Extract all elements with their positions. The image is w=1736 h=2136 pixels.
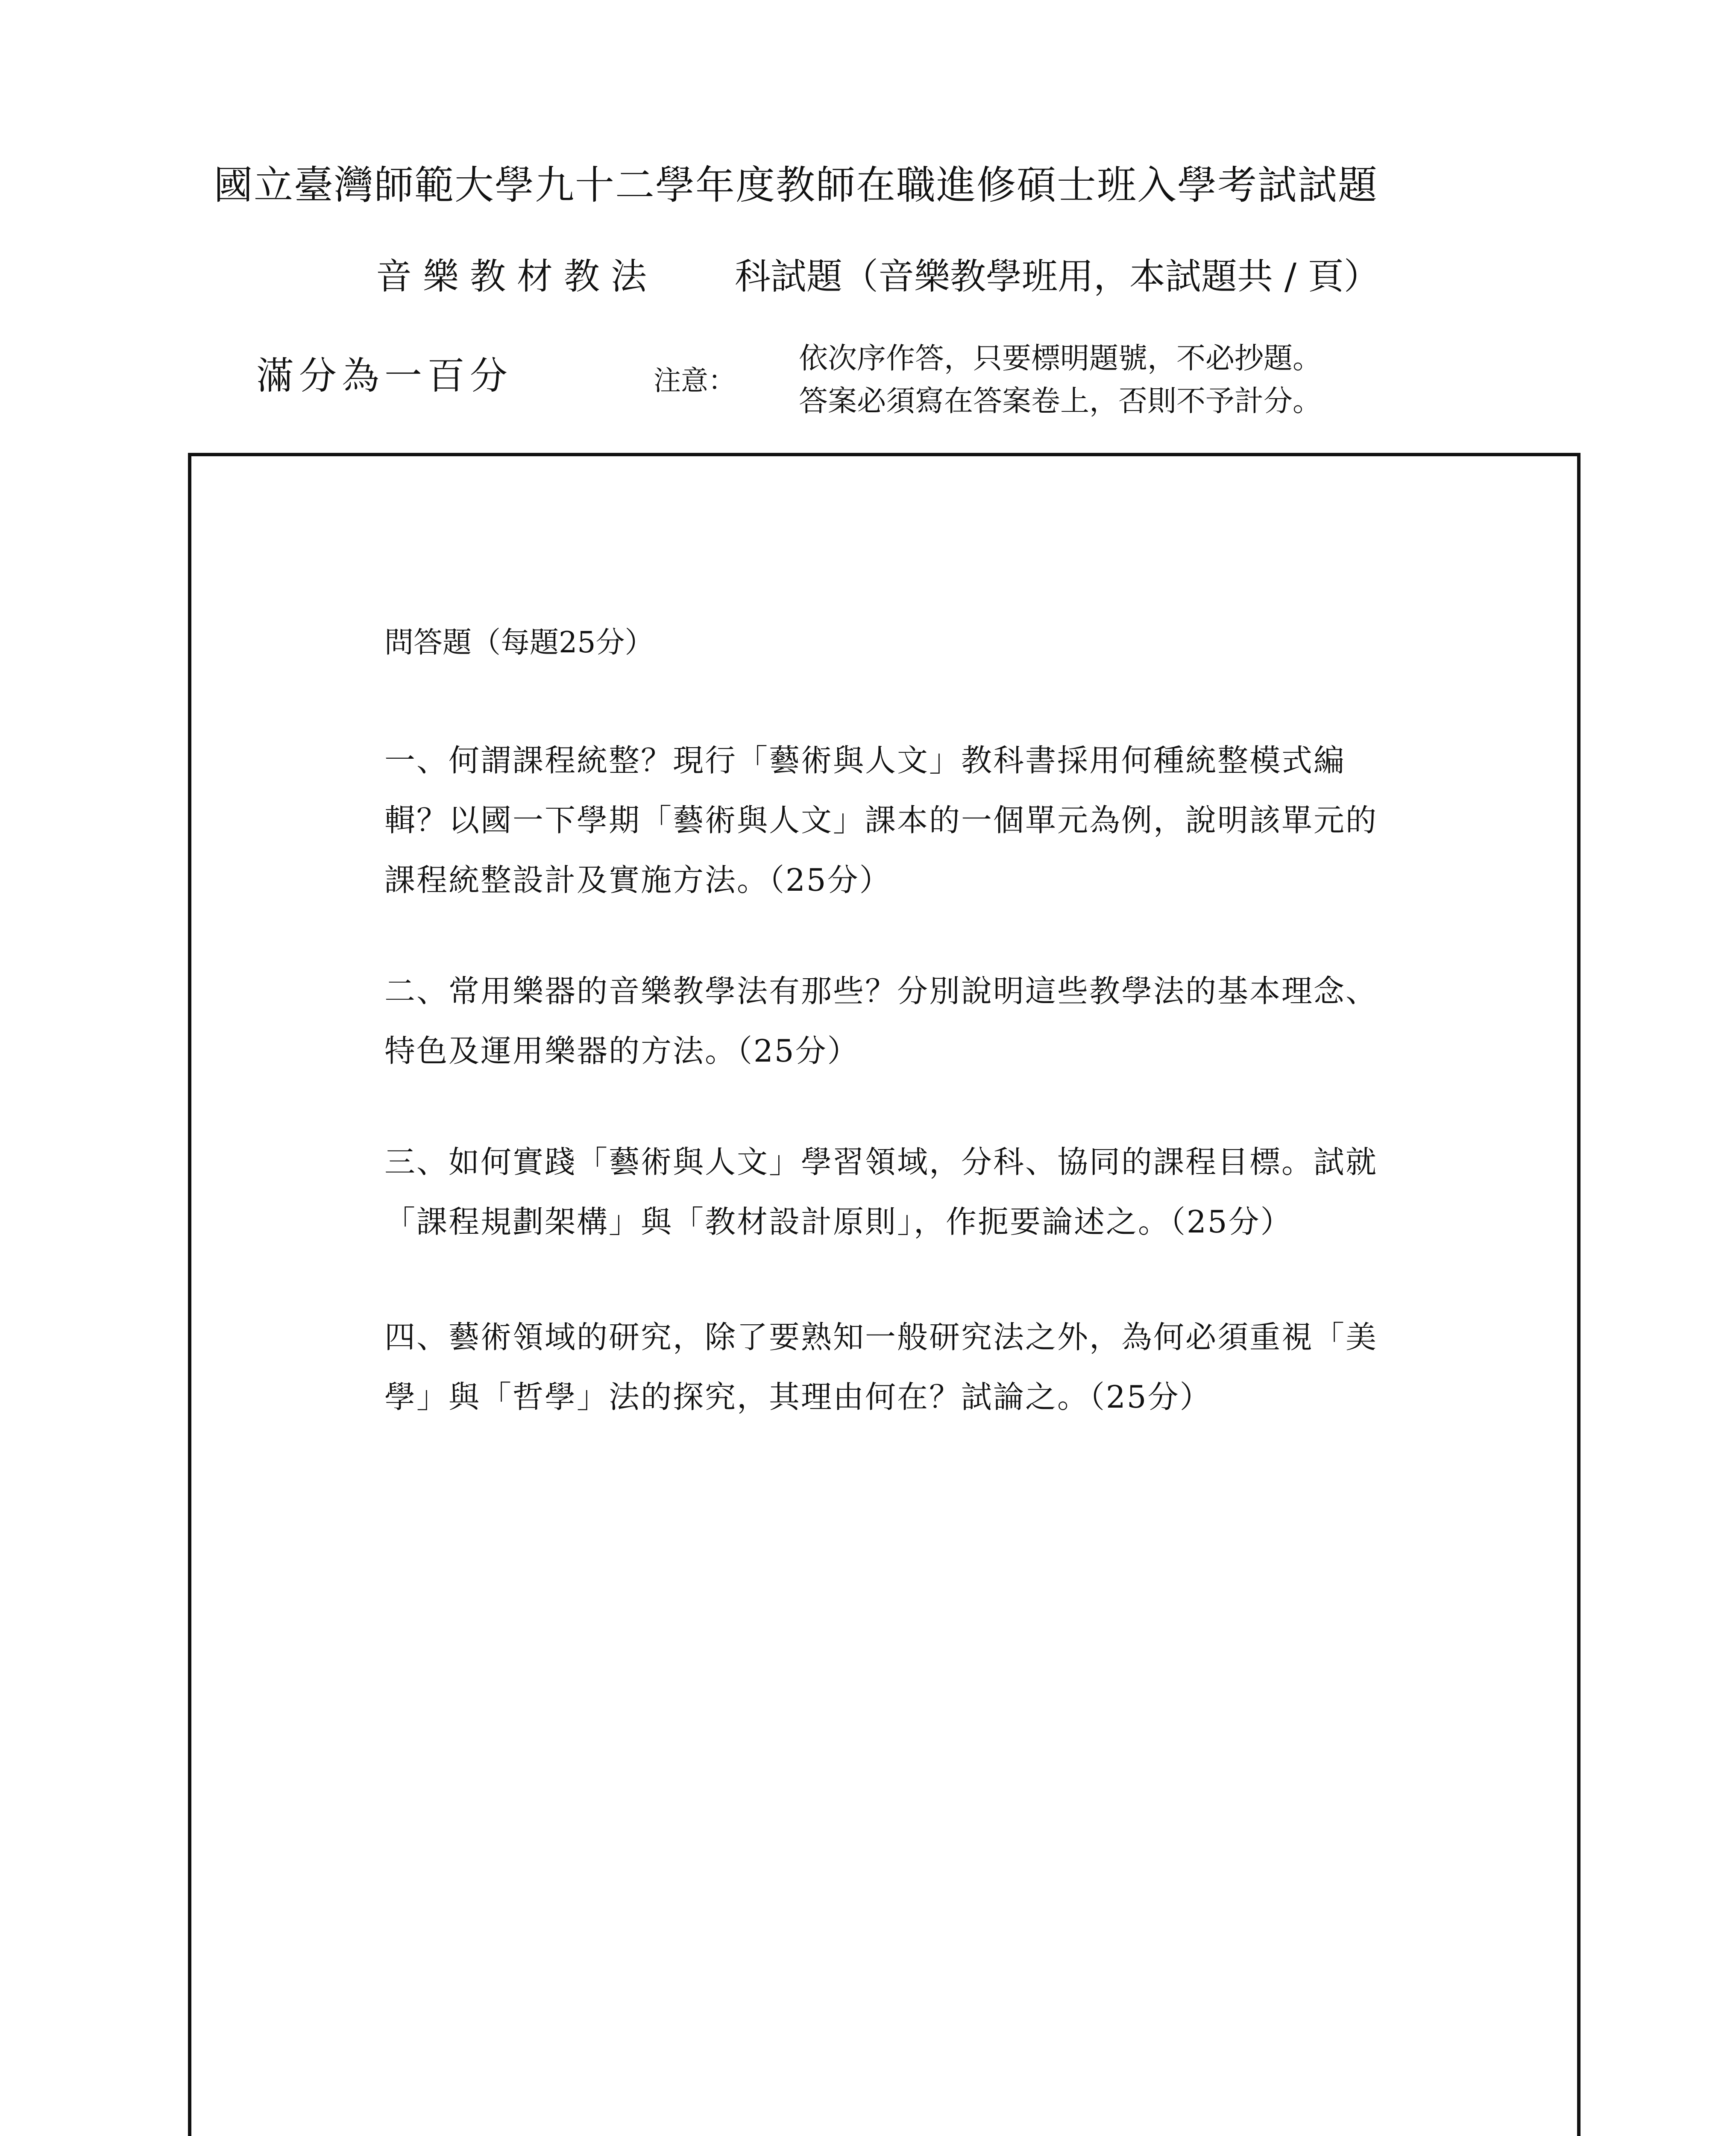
section-heading: 問答題（每題25分） — [384, 626, 654, 660]
question-2: 二、常用樂器的音樂教學法有那些？分別說明這些教學法的基本理念、特色及運用樂器的方法。（25分） — [384, 973, 1378, 1069]
notice-text — [799, 337, 1322, 423]
question-frame — [188, 453, 1581, 2136]
notice-label: 注意： — [654, 365, 736, 397]
subject-suffix: 科試題（音樂教學班用，本試題共 / 頁） — [735, 255, 1380, 297]
exam-title: 國立臺灣師範大學九十二學年度教師在職進修碩士班入學考試試題 — [214, 162, 1378, 208]
question-4: 四、藝術領域的研究，除了要熟知一般研究法之外，為何必須重視「美學」與「哲學」法的探究，其理由何在？試論之。（25分） — [384, 1319, 1378, 1415]
notice-line-1: 依次序作答，只要標明題號，不必抄題。 — [799, 342, 1322, 376]
question-3: 三、如何實踐「藝術與人文」學習領域，分科、協同的課程目標。試就「課程規劃架構」與「教材設計原則」，作扼要論述之。（25分） — [384, 1144, 1378, 1240]
notice-line-2: 答案必須寫在答案卷上，否則不予計分。 — [799, 384, 1322, 418]
question-1: 一、何謂課程統整？現行「藝術與人文」教科書採用何種統整模式編輯？以國一下學期「藝術與人文」課本的一個單元為例，說明該單元的課程統整設計及實施方法。（25分） — [384, 742, 1378, 898]
subject-name: 音樂教材教法 — [376, 255, 658, 297]
full-score-note: 滿分為一百分 — [256, 354, 513, 398]
